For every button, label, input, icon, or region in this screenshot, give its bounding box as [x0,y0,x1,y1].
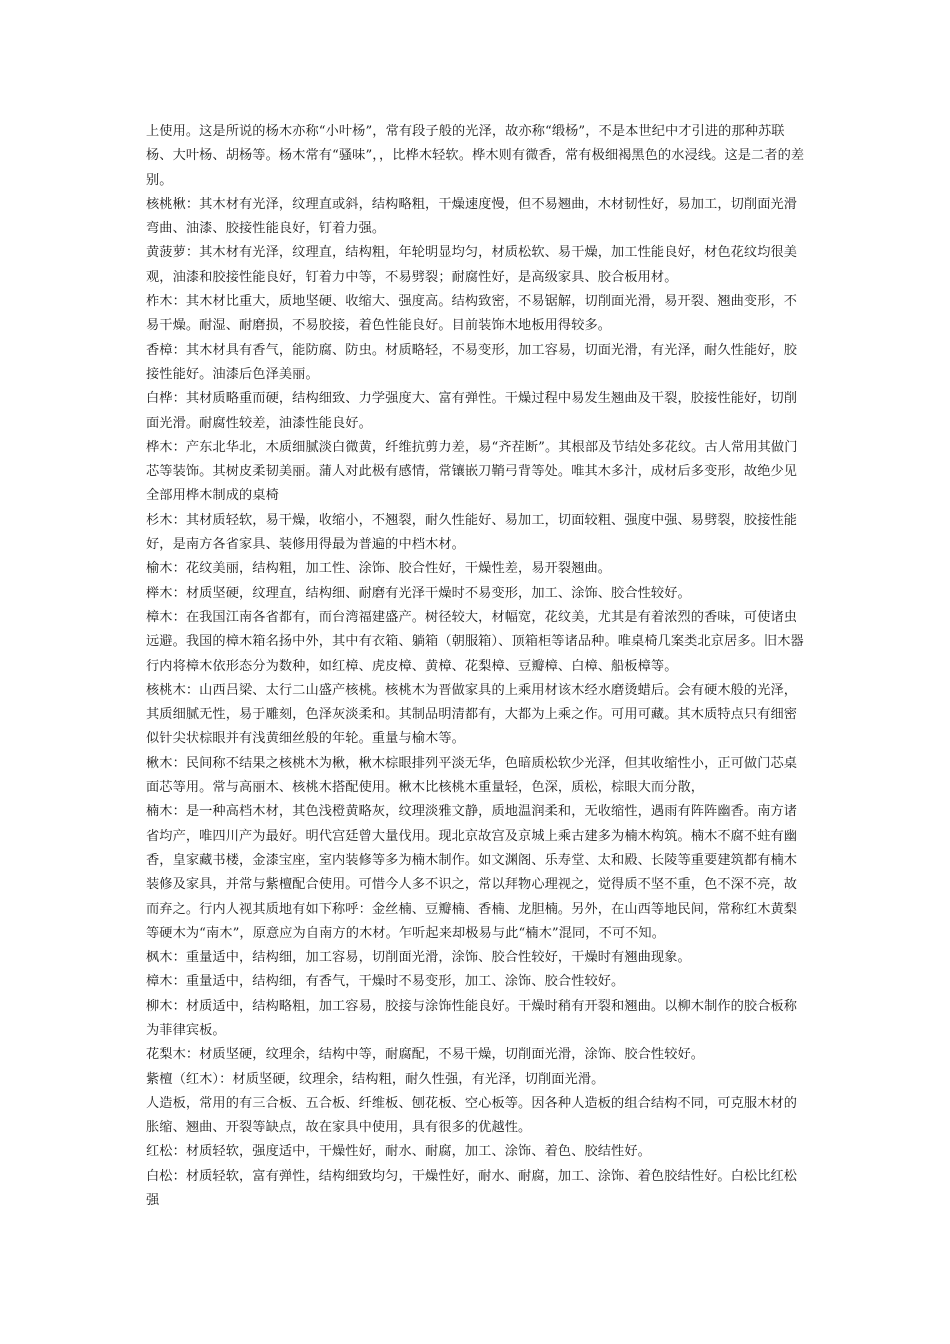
paragraph-huangboluo: 黄菠萝：其木材有光泽，纹理直，结构粗，年轮明显均匀，材质松软、易干燥，加工性能良好，材色花纹均很美观，油漆和胶接性能良好，钉着力中等，不易劈裂；耐腐性好，是高级家具、胶合板用材。 [146,245,798,285]
paragraph-baisong: 白松：材质轻软，富有弹性，结构细致均匀，干燥性好，耐水、耐腐，加工、涂饰、着色胶结性好。白松比红松强 [146,1168,798,1209]
paragraph-zhangmu: 樟木：在我国江南各省都有，而台湾福建盛产。树径较大，材幅宽，花纹美，尤其是有着浓烈的香味，可使诸虫远避。我国的樟木箱名扬中外，其中有衣箱、躺箱（朝服箱）、顶箱柜等诸品种。唯桌椅几案类北京居多。旧木器行内将樟木依形态分为数种，如红樟、虎皮樟、黄樟、花梨樟、豆瓣樟、白樟、船板樟等。 [146,609,804,674]
paragraph-zuomu: 柞木：其木材比重大，质地坚硬、收缩大、强度高。结构致密，不易锯解，切削面光滑，易开裂、翘曲变形，不易干燥。耐湿、耐磨损，不易胶接，着色性能良好。目前装饰木地板用得较多。 [146,294,798,334]
paragraph-zitan: 紫檀（红木）：材质坚硬，纹理余，结构粗，耐久性强，有光泽，切削面光滑。 [146,1071,605,1087]
paragraph-huamu: 桦木：产东北华北，木质细腻淡白微黄，纤维抗剪力差，易“齐茬断”。其根部及节结处多花纹。古人常用其做门芯等装饰。其树皮柔韧美丽。蒲人对此极有感情，常镶嵌刀鞘弓背等处。唯其木多汁，成材后多变形，故绝少见全部用桦木制成的桌椅 [146,439,798,504]
paragraph-shanmu: 杉木：其材质轻软，易干燥，收缩小，不翘裂，耐久性能好、易加工，切面较粗、强度中强、易劈裂，胶接性能好，是南方各省家具、装修用得最为普遍的中档木材。 [146,512,798,553]
paragraph-yang-birch-difference: 上使用。这是所说的杨木亦称“小叶杨”，常有段子般的光泽，故亦称“缎杨”，不是本世纪中才引进的那种苏联杨、大叶杨、胡杨等。杨木常有“骚味”，，比桦木轻软。桦木则有微香，常有极细褐黑色的水浸线。这是二者的差别。 [146,124,805,188]
paragraph-yumu: 榆木：花纹美丽，结构粗，加工性、涂饰、胶合性好，干燥性差，易开裂翘曲。 [146,561,612,577]
paragraph-hongsong: 红松：材质轻软，强度适中，干燥性好，耐水、耐腐，加工、涂饰、着色、胶结性好。 [146,1144,651,1160]
paragraph-fengmu: 枫木：重量适中，结构细，加工容易，切削面光滑，涂饰、胶合性较好，干燥时有翘曲现象。 [146,950,691,966]
paragraph-jumu: 榉木：材质坚硬，纹理直，结构细、耐磨有光泽干燥时不易变形，加工、涂饰、胶合性较好。 [146,585,691,601]
paragraph-baihua: 白桦：其材质略重而硬，结构细致、力学强度大、富有弹性。干燥过程中易发生翘曲及干裂，胶接性能好，切削面光滑。耐腐性较差，油漆性能良好。 [146,391,798,431]
paragraph-zhangmu-2: 樟木：重量适中，结构细，有香气，干燥时不易变形，加工、涂饰、胶合性较好。 [146,974,625,990]
paragraph-hetaomu: 核桃木：山西吕梁、太行二山盛产核桃。核桃木为晋做家具的上乘用材该木经水磨烫蜡后。会有硬木般的光泽，其质细腻无性，易于雕刻，色泽灰淡柔和。其制品明清都有，大都为上乘之作。可用可藏。其木质特点只有细密似针尖状棕眼并有浅黄细丝般的年轮。重量与榆木等。 [146,682,798,747]
paragraph-xiangzhang: 香樟：其木材具有香气，能防腐、防虫。材质略轻，不易变形，加工容易，切面光滑，有光泽，耐久性能好，胶接性能好。油漆后色泽美丽。 [146,342,798,382]
paragraph-renzaoban: 人造板，常用的有三合板、五合板、纤维板、刨花板、空心板等。因各种人造板的组合结构不同，可克服木材的胀缩、翘曲、开裂等缺点，故在家具中使用，具有很多的优越性。 [146,1095,798,1136]
paragraph-qiumu: 楸木：民间称不结果之核桃木为楸，楸木棕眼排列平淡无华，色暗质松软少光泽，但其收缩性小，正可做门芯桌面芯等用。常与高丽木、核桃木搭配使用。楸木比核桃木重量轻，色深，质松，棕眼大而分散， [146,755,798,796]
paragraph-nanmu: 楠木：是一种高档木材，其色浅橙黄略灰，纹理淡雅文静，质地温润柔和，无收缩性，遇雨有阵阵幽香。南方诸省均产，唯四川产为最好。明代宫廷曾大量伐用。现北京故宫及京城上乘古建多为楠木构筑。楠木不腐不蛀有幽香，皇家藏书楼，金漆宝座，室内装修等多为楠木制作。如文渊阁、乐寿堂、太和殿、长陵等重要建筑都有楠木装修及家具，并常与紫檀配合使用。可惜今人多不识之，常以拜物心理视之，觉得质不坚不重，色不深不亮，故而弃之。行内人视其质地有如下称呼：金丝楠、豆瓣楠、香楠、龙胆楠。另外，在山西等地民间，常称红木黄梨等硬木为“南木”，原意应为自南方的木材。乍听起来却极易与此“楠木”混同，不可不知。 [146,804,798,941]
paragraph-hualimu: 花梨木：材质坚硬，纹理余，结构中等，耐腐配，不易干燥，切削面光滑，涂饰、胶合性较好。 [146,1047,705,1063]
document-body [146,120,808,1213]
paragraph-hetaoqiu: 核桃楸：其木材有光泽，纹理直或斜，结构略粗，干燥速度慢，但不易翘曲，木材韧性好，易加工，切削面光滑弯曲、油漆、胶接性能良好，钉着力强。 [146,196,798,237]
paragraph-liumu: 柳木：材质适中，结构略粗，加工容易，胶接与涂饰性能良好。干燥时稍有开裂和翘曲。以柳木制作的胶合板称为菲律宾板。 [146,998,798,1038]
